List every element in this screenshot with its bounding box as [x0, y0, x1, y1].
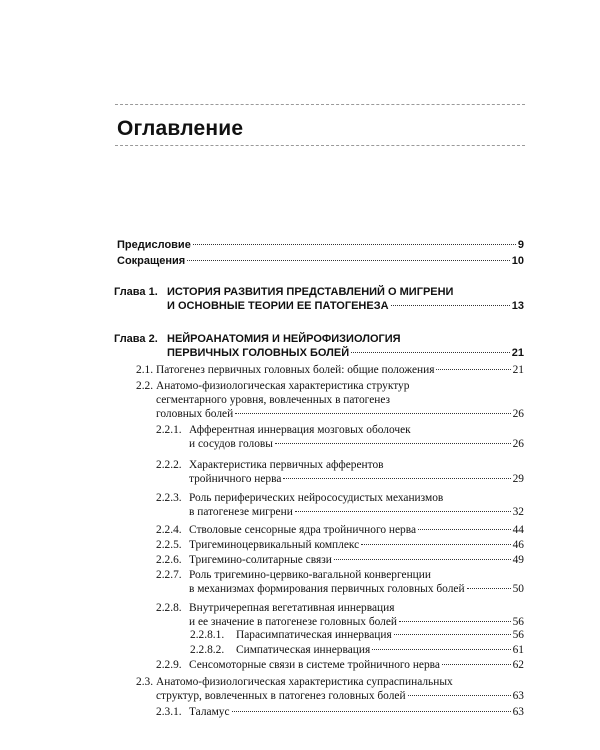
- dot-leader: [418, 529, 511, 530]
- page-title: Оглавление: [117, 117, 244, 140]
- toc-entry-line: [0, 407, 524, 421]
- toc-entry: [0, 553, 600, 567]
- section-number: 2.2.4.: [156, 524, 182, 536]
- toc-entry: [0, 523, 600, 537]
- toc-entry-title: и ее значение в патогенезе головных болей: [189, 616, 398, 628]
- toc-entry-line: [0, 332, 524, 346]
- page-number: 13: [511, 300, 524, 312]
- toc-entry-line: [0, 658, 524, 672]
- page-number: 63: [512, 690, 524, 702]
- section-number: 2.1.: [136, 364, 154, 376]
- toc-entry-line: [0, 601, 524, 615]
- page-number: 21: [511, 347, 524, 359]
- toc-entry-title: И ОСНОВНЫЕ ТЕОРИИ ЕЕ ПАТОГЕНЕЗА: [167, 300, 389, 312]
- dot-leader: [408, 695, 511, 696]
- toc-entry-line: [0, 458, 524, 472]
- section-number: 2.2.2.: [156, 459, 182, 471]
- toc-entry: [0, 491, 600, 519]
- dot-leader: [361, 544, 510, 545]
- toc-entry-title: Сенсомоторные связи в системе тройничного нерва: [189, 659, 440, 671]
- toc-entry: [0, 285, 600, 313]
- toc-entry: [0, 643, 600, 657]
- toc-entry-title: ПЕРВИЧНЫХ ГОЛОВНЫХ БОЛЕЙ: [167, 347, 350, 359]
- dot-leader: [283, 478, 510, 479]
- toc-entry-title: структур, вовлеченных в патогенез головных болей: [156, 690, 406, 702]
- page-number: 61: [512, 644, 524, 656]
- page-number: 44: [512, 524, 524, 536]
- toc-entry-line: [0, 705, 524, 719]
- toc-entry-title: и сосудов головы: [189, 438, 273, 450]
- page-number: 21: [512, 364, 524, 376]
- toc-entry-line: [0, 238, 524, 252]
- toc-entry: [0, 254, 600, 268]
- toc-entry-title: Симпатическая иннервация: [236, 644, 371, 656]
- page-number: 26: [512, 438, 524, 450]
- dot-leader: [399, 621, 511, 622]
- toc-entry-line: [0, 379, 524, 393]
- toc-entry-line: [0, 491, 524, 505]
- toc-entry: [0, 379, 600, 421]
- toc-entry-title: Таламус: [189, 706, 230, 718]
- toc-entry-title: тройничного нерва: [189, 473, 282, 485]
- toc-entry-line: [0, 643, 524, 657]
- toc-entry-line: [0, 346, 524, 360]
- toc-entry-title: Патогенез первичных головных болей: общие положения: [156, 364, 435, 376]
- toc-entry-line: [0, 615, 524, 629]
- toc-entry-title: Роль периферических нейрососудистых механизмов: [189, 492, 444, 504]
- toc-entry-title: сегментарного уровня, вовлеченных в патогенез: [156, 394, 391, 406]
- page-number: 32: [512, 506, 524, 518]
- dot-leader: [391, 305, 510, 306]
- page-number: 56: [512, 616, 524, 628]
- toc-entry-title: в механизмах формирования первичных головных болей: [189, 583, 465, 595]
- page-number: 26: [512, 408, 524, 420]
- top-rule: [115, 104, 525, 105]
- dot-leader: [467, 588, 511, 589]
- toc-entry-line: [0, 553, 524, 567]
- toc-entry: [0, 658, 600, 672]
- toc-entry-title: Анатомо-физиологическая характеристика структур: [156, 380, 410, 392]
- dot-leader: [232, 711, 511, 712]
- toc-entry-line: [0, 437, 524, 451]
- toc-entry-line: [0, 689, 524, 703]
- section-number: 2.3.1.: [156, 706, 182, 718]
- section-number: 2.2.6.: [156, 554, 182, 566]
- page-number: 63: [512, 706, 524, 718]
- toc-entry-title: Характеристика первичных афферентов: [189, 459, 384, 471]
- toc-entry-title: Сокращения: [117, 255, 186, 267]
- page-number: 29: [512, 473, 524, 485]
- chapter-label: Глава 1.: [114, 286, 158, 298]
- toc-entry-title: Тригемино-солитарные связи: [189, 554, 332, 566]
- dot-leader: [187, 260, 510, 261]
- section-number: 2.2.5.: [156, 539, 182, 551]
- section-number: 2.2.: [136, 380, 154, 392]
- section-number: 2.3.: [136, 676, 154, 688]
- chapter-label: Глава 2.: [114, 333, 158, 345]
- dot-leader: [334, 559, 511, 560]
- toc-entry: [0, 568, 600, 596]
- section-number: 2.2.1.: [156, 424, 182, 436]
- dot-leader: [275, 443, 511, 444]
- toc-entry-line: [0, 505, 524, 519]
- toc-entry-line: [0, 472, 524, 486]
- dot-leader: [372, 649, 510, 650]
- dot-leader: [235, 413, 510, 414]
- toc-entry-title: в патогенезе мигрени: [189, 506, 293, 518]
- toc-entry-line: [0, 582, 524, 596]
- toc-entry-title: Тригеминоцервикальный комплекс: [189, 539, 360, 551]
- toc-entry-line: [0, 568, 524, 582]
- dot-leader: [351, 352, 510, 353]
- toc-entry-line: [0, 285, 524, 299]
- toc-entry-title: Афферентная иннервация мозговых оболочек: [189, 424, 411, 436]
- toc-entry-title: Роль тригемино-цервико-вагальной конвергенции: [189, 569, 431, 581]
- section-number: 2.2.8.: [156, 602, 182, 614]
- dot-leader: [193, 244, 516, 245]
- page-number: 46: [512, 539, 524, 551]
- section-number: 2.2.3.: [156, 492, 182, 504]
- toc-entry-line: [0, 675, 524, 689]
- toc-entry-title: головных болей: [156, 408, 234, 420]
- dot-leader: [295, 511, 511, 512]
- page-number: 49: [512, 554, 524, 566]
- section-number: 2.2.9.: [156, 659, 182, 671]
- toc-entry-line: [0, 523, 524, 537]
- bottom-rule: [115, 145, 525, 146]
- toc-entry: [0, 423, 600, 451]
- toc-entry-line: [0, 628, 524, 642]
- toc-entry-line: [0, 363, 524, 377]
- toc-entry-title: НЕЙРОАНАТОМИЯ И НЕЙРОФИЗИОЛОГИЯ: [167, 333, 401, 345]
- toc-entry: [0, 332, 600, 360]
- page-number: 50: [512, 583, 524, 595]
- dot-leader: [394, 634, 511, 635]
- toc-entry: [0, 363, 600, 377]
- toc-entry-line: [0, 299, 524, 313]
- section-number: 2.2.8.1.: [190, 629, 225, 641]
- page-number: 10: [511, 255, 524, 267]
- toc-entry: [0, 601, 600, 629]
- page-number: 9: [517, 239, 524, 251]
- toc-entry: [0, 705, 600, 719]
- toc-entry-title: Предисловие: [117, 239, 191, 251]
- section-number: 2.2.8.2.: [190, 644, 225, 656]
- toc-entry-title: Парасимпатическая иннервация: [236, 629, 392, 641]
- toc-entry: [0, 538, 600, 552]
- toc-entry-title: Анатомо-физиологическая характеристика супраспинальных: [156, 676, 453, 688]
- page-number: 62: [512, 659, 524, 671]
- section-number: 2.2.7.: [156, 569, 182, 581]
- page-number: 56: [512, 629, 524, 641]
- toc-entry: [0, 675, 600, 703]
- toc-entry: [0, 458, 600, 486]
- toc-entry-line: [0, 254, 524, 268]
- toc-entry-title: ИСТОРИЯ РАЗВИТИЯ ПРЕДСТАВЛЕНИЙ О МИГРЕНИ: [167, 286, 454, 298]
- toc-entry-title: Внутричерепная вегетативная иннервация: [189, 602, 395, 614]
- toc-entry-line: [0, 393, 524, 407]
- toc-entry: [0, 238, 600, 252]
- dot-leader: [436, 369, 510, 370]
- toc-entry-title: Стволовые сенсорные ядра тройничного нерва: [189, 524, 417, 536]
- toc-entry-line: [0, 538, 524, 552]
- toc-entry-line: [0, 423, 524, 437]
- dot-leader: [442, 664, 511, 665]
- toc-entry: [0, 628, 600, 642]
